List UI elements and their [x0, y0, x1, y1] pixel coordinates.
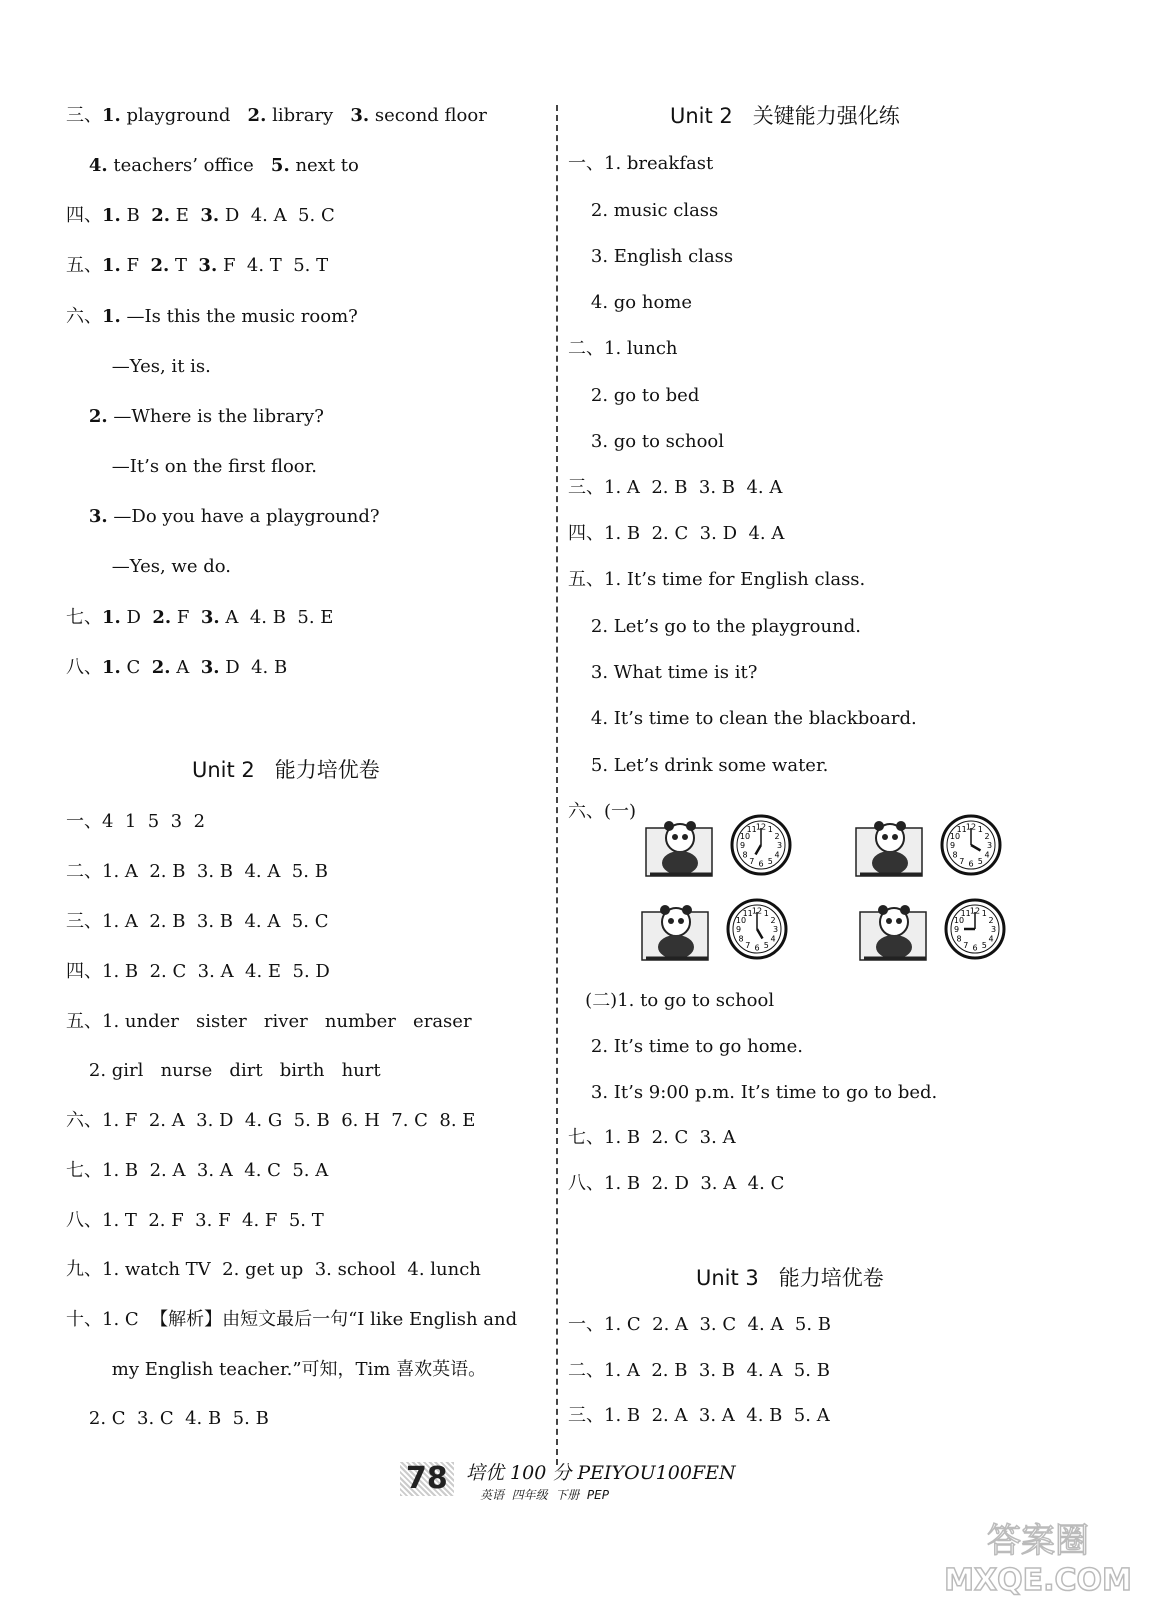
svg-text:5: 5 — [763, 941, 769, 950]
answer-line — [66, 406, 324, 428]
answer-line — [66, 456, 317, 478]
item-text: F — [171, 607, 201, 628]
answer-line: 2. It’s time to go home. — [568, 1036, 803, 1057]
svg-text:11: 11 — [746, 825, 757, 834]
answer-line — [66, 657, 287, 679]
item-text: —Yes, it is. — [111, 356, 211, 377]
item-number: 3. — [350, 105, 370, 126]
answer-line: 2. C 3. C 4. B 5. B — [66, 1408, 269, 1429]
svg-text:3: 3 — [990, 925, 997, 934]
item-text: A 4. B 5. E — [219, 607, 334, 628]
svg-text:3: 3 — [772, 925, 779, 934]
answer-line: 4. go home — [568, 292, 693, 313]
svg-text:1: 1 — [763, 909, 769, 918]
item-text: C — [120, 657, 152, 678]
right-section-heading-2: Unit 3 能力培优卷 — [696, 1266, 884, 1290]
svg-text:9: 9 — [953, 925, 960, 934]
watermark-line2: MXQE.COM — [944, 1563, 1132, 1598]
item-text: —Do you have a playground? — [107, 506, 380, 527]
answer-line: 一、1. C 2. A 3. C 4. A 5. B — [568, 1314, 832, 1335]
svg-text:10: 10 — [739, 831, 751, 841]
item-text: —Is this the music room? — [120, 306, 358, 327]
svg-text:5: 5 — [981, 941, 987, 950]
svg-text:6: 6 — [972, 943, 978, 953]
svg-text:1: 1 — [981, 909, 987, 918]
clock-icon — [940, 814, 1002, 876]
answer-line — [66, 607, 333, 629]
svg-text:12: 12 — [969, 906, 981, 916]
answer-line: 3. It’s 9:00 p.m. It’s time to go to bed. — [568, 1082, 938, 1103]
item-number: 3. — [200, 205, 220, 226]
svg-text:6: 6 — [758, 859, 764, 869]
answer-line — [66, 556, 231, 578]
svg-text:9: 9 — [739, 841, 746, 850]
item-text: T — [169, 255, 199, 276]
item-number: 1. — [102, 205, 121, 226]
item-text: library — [266, 105, 351, 126]
svg-text:9: 9 — [735, 925, 742, 934]
item-text: D — [120, 607, 153, 628]
answer-line: 八、1. T 2. F 3. F 4. F 5. T — [66, 1210, 324, 1231]
answer-line — [66, 306, 358, 328]
svg-text:12: 12 — [751, 906, 763, 916]
panda-clock-picture — [638, 892, 788, 964]
brand-title: 培优 100 分 PEIYOU100FEN — [466, 1462, 736, 1484]
answer-line: 八、1. B 2. D 3. A 4. C — [568, 1173, 785, 1194]
item-text: —Yes, we do. — [111, 556, 231, 577]
watermark-line1: 答案圈 — [987, 1521, 1089, 1561]
panda-clock-picture — [856, 892, 1006, 964]
svg-text:8: 8 — [738, 934, 744, 944]
item-text: second floor — [369, 105, 487, 126]
answer-line: 4. It’s time to clean the blackboard. — [568, 708, 917, 729]
item-text: 六、 — [66, 306, 102, 327]
answer-line — [66, 506, 380, 528]
svg-text:10: 10 — [735, 915, 747, 925]
panda-icon — [638, 892, 714, 964]
item-text: D 4. A 5. C — [219, 205, 335, 226]
item-text: 八、 — [66, 657, 102, 678]
svg-text:2: 2 — [988, 915, 994, 925]
answer-line: 十、1. C 【解析】由短文最后一句“I like English and — [66, 1309, 518, 1330]
svg-text:7: 7 — [959, 857, 965, 866]
section-six-label: 六、(一) — [568, 801, 637, 822]
answer-line — [66, 356, 211, 378]
answer-line: 三、1. A 2. B 3. B 4. A — [568, 477, 783, 498]
item-text — [66, 406, 89, 427]
svg-text:4: 4 — [984, 850, 990, 860]
item-text: 三、 — [66, 105, 102, 126]
item-text: F 4. T 5. T — [217, 255, 329, 276]
answer-line — [66, 155, 359, 177]
svg-text:3: 3 — [986, 841, 993, 850]
answer-line: 2. Let’s go to the playground. — [568, 616, 861, 637]
svg-text:4: 4 — [988, 934, 994, 944]
panda-clock-picture — [642, 808, 792, 880]
svg-text:4: 4 — [774, 850, 780, 860]
answer-line: 七、1. B 2. A 3. A 4. C 5. A — [66, 1160, 329, 1181]
svg-text:7: 7 — [963, 941, 969, 950]
answer-line: 二、1. A 2. B 3. B 4. A 5. B — [66, 861, 328, 882]
item-number: 1. — [102, 306, 121, 327]
svg-text:8: 8 — [952, 850, 958, 860]
answer-line: 3. What time is it? — [568, 662, 758, 683]
item-number: 1. — [102, 105, 121, 126]
left-section-heading: Unit 2 能力培优卷 — [192, 758, 380, 782]
answer-line: 3. go to school — [568, 431, 724, 452]
page-number: 78 — [400, 1462, 454, 1496]
answer-line — [66, 255, 328, 277]
svg-text:6: 6 — [754, 943, 760, 953]
svg-text:7: 7 — [749, 857, 755, 866]
item-text — [66, 556, 112, 577]
item-number: 1. — [102, 657, 121, 678]
clock-icon — [944, 898, 1006, 960]
item-number: 2. — [150, 255, 170, 276]
svg-text:10: 10 — [949, 831, 961, 841]
watermark-logo — [943, 1514, 1133, 1598]
answer-line — [66, 105, 487, 127]
svg-text:5: 5 — [767, 857, 773, 866]
answer-line: 六、1. F 2. A 3. D 4. G 5. B 6. H 7. C 8. E — [66, 1110, 476, 1131]
clock-icon — [730, 814, 792, 876]
svg-text:12: 12 — [965, 822, 977, 832]
item-number: 2. — [151, 657, 171, 678]
answer-line: 2. go to bed — [568, 385, 700, 406]
answer-line: 五、1. under sister river number eraser — [66, 1011, 472, 1032]
svg-text:11: 11 — [960, 909, 971, 918]
svg-text:2: 2 — [984, 831, 990, 841]
svg-text:9: 9 — [949, 841, 956, 850]
item-text: teachers’ office — [107, 155, 271, 176]
answer-line: 3. English class — [568, 246, 734, 267]
item-number: 2. — [151, 205, 170, 226]
svg-text:8: 8 — [742, 850, 748, 860]
item-text — [66, 155, 89, 176]
right-section-heading-1: Unit 2 关键能力强化练 — [670, 104, 900, 128]
item-text: E — [170, 205, 201, 226]
svg-text:11: 11 — [956, 825, 967, 834]
svg-text:6: 6 — [968, 859, 974, 869]
item-number: 4. — [88, 155, 108, 176]
item-text: 五、 — [66, 255, 102, 276]
item-text: —It’s on the first floor. — [111, 456, 317, 477]
answer-line: 二、1. A 2. B 3. B 4. A 5. B — [568, 1360, 830, 1381]
item-text: next to — [289, 155, 359, 176]
svg-text:5: 5 — [977, 857, 983, 866]
answer-line: 2. girl nurse dirt birth hurt — [66, 1060, 381, 1081]
answer-line: 九、1. watch TV 2. get up 3. school 4. lunch — [66, 1259, 481, 1280]
item-number: 1. — [102, 607, 121, 628]
panda-icon — [856, 892, 932, 964]
svg-text:2: 2 — [770, 915, 776, 925]
svg-text:7: 7 — [745, 941, 751, 950]
item-number: 2. — [247, 105, 267, 126]
svg-text:3: 3 — [776, 841, 783, 850]
svg-text:8: 8 — [956, 934, 962, 944]
item-text — [66, 506, 89, 527]
item-number: 5. — [270, 155, 290, 176]
item-number: 3. — [200, 607, 220, 628]
svg-text:11: 11 — [742, 909, 753, 918]
item-text: A — [170, 657, 201, 678]
item-number: 3. — [200, 657, 220, 678]
answer-line: 三、1. B 2. A 3. A 4. B 5. A — [568, 1405, 830, 1426]
answer-line: 二、1. lunch — [568, 338, 678, 359]
answer-line: 一、1. breakfast — [568, 153, 714, 174]
panda-icon — [642, 808, 718, 880]
item-text: playground — [120, 105, 248, 126]
answer-line: 四、1. B 2. C 3. A 4. E 5. D — [66, 961, 330, 982]
answer-line: my English teacher.”可知，Tim 喜欢英语。 — [66, 1359, 487, 1380]
item-number: 1. — [102, 255, 121, 276]
column-divider — [556, 105, 558, 1465]
svg-text:10: 10 — [953, 915, 965, 925]
svg-text:4: 4 — [770, 934, 776, 944]
clock-icon — [726, 898, 788, 960]
answer-line: 七、1. B 2. C 3. A — [568, 1127, 736, 1148]
item-number: 3. — [88, 506, 108, 527]
answer-line: 四、1. B 2. C 3. D 4. A — [568, 523, 785, 544]
answer-line: (二)1. to go to school — [568, 990, 775, 1011]
answer-line: 5. Let’s drink some water. — [568, 755, 829, 776]
item-number: 2. — [88, 406, 108, 427]
item-number: 3. — [198, 255, 218, 276]
panda-icon — [852, 808, 928, 880]
item-text: —Where is the library? — [107, 406, 324, 427]
panda-clock-picture — [852, 808, 1002, 880]
item-text: F — [120, 255, 151, 276]
svg-text:1: 1 — [767, 825, 773, 834]
answer-line: 五、1. It’s time for English class. — [568, 569, 866, 590]
svg-text:12: 12 — [755, 822, 767, 832]
answer-line: 2. music class — [568, 200, 719, 221]
item-text: 四、 — [66, 205, 102, 226]
answer-line: 一、4 1 5 3 2 — [66, 811, 206, 832]
page-footer — [400, 1461, 736, 1512]
answer-line — [66, 205, 335, 227]
item-text: D 4. B — [219, 657, 288, 678]
item-text — [66, 456, 112, 477]
answer-line: 三、1. A 2. B 3. B 4. A 5. C — [66, 911, 329, 932]
item-number: 2. — [152, 607, 172, 628]
item-text: 七、 — [66, 607, 102, 628]
item-text: B — [120, 205, 152, 226]
item-text — [66, 356, 112, 377]
brand-subtitle: 英语 四年级 下册 PEP — [480, 1488, 609, 1502]
svg-text:2: 2 — [774, 831, 780, 841]
svg-text:1: 1 — [977, 825, 983, 834]
